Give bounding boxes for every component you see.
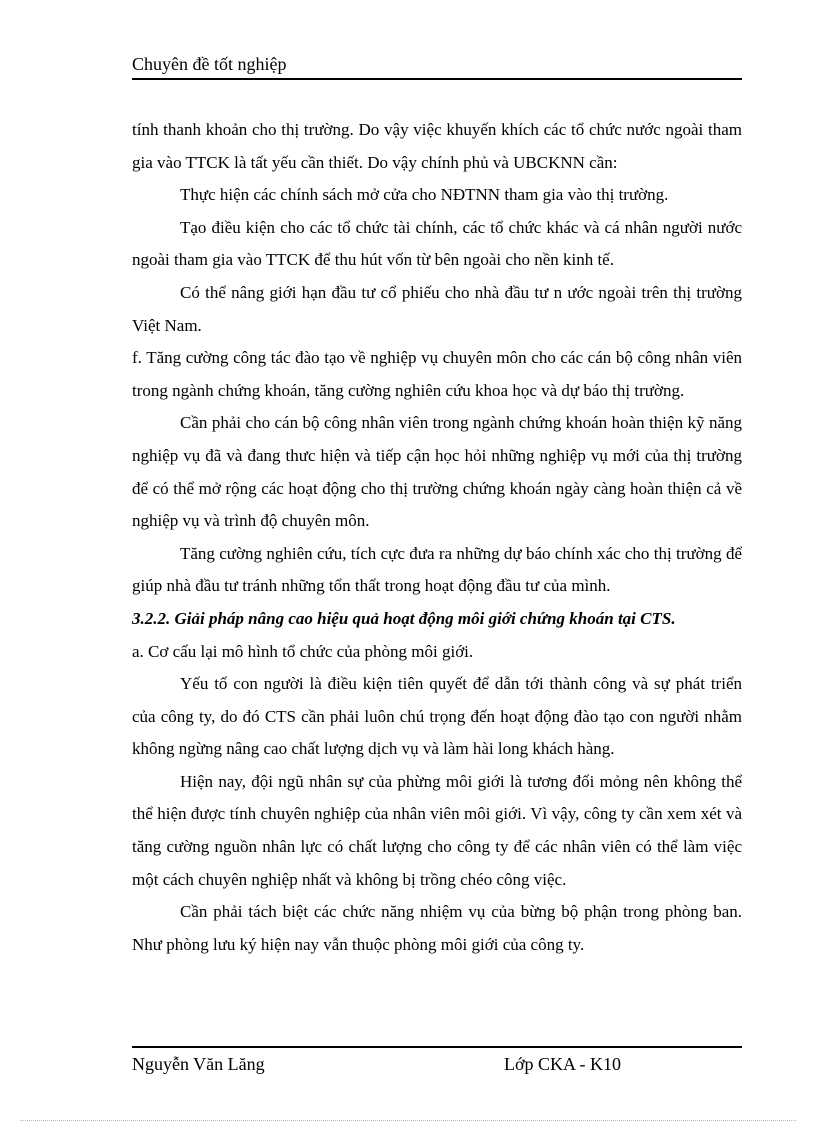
paragraph-3: Tạo điều kiện cho các tổ chức tài chính, các tổ chức khác và cá nhân người nước ngoài tham gia vào TTCK để thu hút vốn từ bên ngoài cho nền kinh tế. xyxy=(132,217,742,270)
footer-class: Lớp CKA - K10 xyxy=(504,1054,622,1074)
subsection-a: a. Cơ cấu lại mô hình tổ chức của phòng môi giới. xyxy=(132,641,474,661)
paragraph-7: Tăng cường nghiên cứu, tích cực đưa ra những dự báo chính xác cho thị trường để giúp nhà đầu tư tránh những tổn thất trong hoạt động đầu tư của mình. xyxy=(132,543,742,596)
paragraph-9: Yếu tố con người là điều kiện tiên quyết để dẫn tới thành công và sự phát triển của công ty, do đó CTS cần phải luôn chú trọng đến hoạt động đào tạo con người nhằm không ngừng nâng cao chất lượng dịch vụ và làm hài long khách hàng. xyxy=(132,674,742,759)
paragraph-10: Hiện nay, đội ngũ nhân sự của phừng môi giới là tương đối mỏng nên không thể thể hiện được tính chuyên nghiệp của nhân viên môi giới. Vì vậy, công ty cần xem xét và tăng cường nguồn nhân lực có chất lượng cho công ty để các nhân viên có thể làm việc một cách chuyên nghiệp nhất và không bị trồng chéo công việc. xyxy=(132,771,742,889)
paragraph-1: tính thanh khoản cho thị trường. Do vậy việc khuyến khích các tổ chức nước ngoài tham gia vào TTCK là tất yếu cần thiết. Do vậy chính phủ và UBCKNN cần: xyxy=(132,120,742,172)
paragraph-5: f. Tăng cường công tác đào tạo về nghiệp vụ chuyên môn cho các cán bộ công nhân viên trong ngành chứng khoán, tăng cường nghiên cứu khoa học và dự báo thị trường. xyxy=(132,348,742,400)
document-body xyxy=(132,114,742,961)
section-heading: 3.2.2. Giải pháp nâng cao hiệu quả hoạt động môi giới chứng khoán tại CTS. xyxy=(132,608,676,628)
footer-author: Nguyễn Văn Lăng xyxy=(132,1054,265,1074)
paragraph-2: Thực hiện các chính sách mở cửa cho NĐTNN tham gia vào thị trường. xyxy=(180,185,669,205)
page-header xyxy=(132,52,742,80)
page-bottom-divider xyxy=(20,1120,796,1121)
paragraph-4: Có thể nâng giới hạn đầu tư cổ phiếu cho nhà đầu tư n ước ngoài trên thị trường Việt Nam. xyxy=(132,282,742,335)
paragraph-6: Cần phải cho cán bộ công nhân viên trong ngành chứng khoán hoàn thiện kỹ năng nghiệp vụ đã và đang thưc hiện và tiếp cận học hỏi những nghiệp vụ mới của thị trường để có thể mở rộng các hoạt động cho thị trường chứng khoán ngày càng hoàn thiện cả về nghiệp vụ và trình độ chuyên môn. xyxy=(132,413,742,531)
paragraph-11: Cần phải tách biệt các chức năng nhiệm vụ của bừng bộ phận trong phòng ban. Như phòng lưu ký hiện nay vẫn thuộc phòng môi giới của công ty. xyxy=(132,902,742,954)
header-title: Chuyên đề tốt nghiệp xyxy=(132,54,287,74)
page-footer xyxy=(132,1046,742,1074)
